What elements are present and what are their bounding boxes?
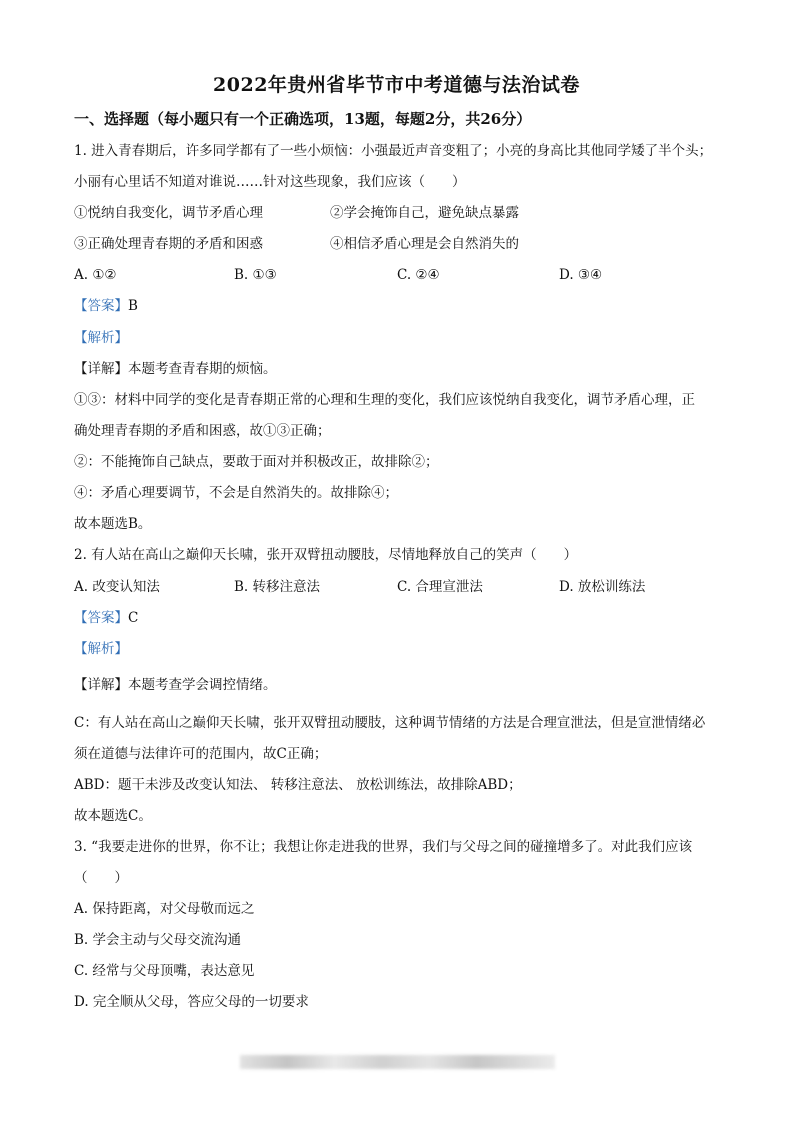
q2-analysis-tag: 【解析】 xyxy=(74,641,128,657)
answer-tag: 【答案】 xyxy=(74,298,128,314)
q1-option-c: C. ②④ xyxy=(397,267,440,283)
blurred-footer-watermark xyxy=(240,1055,555,1069)
answer-value: C xyxy=(128,610,139,626)
detail-text: 本题考查青春期的烦恼。 xyxy=(128,361,277,377)
q2-option-b: B. 转移注意法 xyxy=(234,579,321,595)
q2-detail xyxy=(74,675,277,695)
q2-explain-line3: ABD：题干未涉及改变认知法、 转移注意法、 放松训练法，故排除ABD； xyxy=(74,777,522,793)
q2-option-a: A. 改变认知法 xyxy=(74,579,160,595)
q2-stem: 2. 有人站在高山之巅仰天长啸，张开双臂扭动腰肢，尽情地释放自己的笑声（ ） xyxy=(74,547,578,563)
q1-explain-line2: 确处理青春期的矛盾和困惑，故①③正确； xyxy=(74,423,331,439)
q2-conclusion: 故本题选C。 xyxy=(74,808,152,824)
q1-stem-line2: 小丽有心里话不知道对谁说……针对这些现象，我们应该（ ） xyxy=(74,174,466,190)
q3-option-c: C. 经常与父母顶嘴，表达意见 xyxy=(74,963,255,979)
page-title: 2022年贵州省毕节市中考道德与法治试卷 xyxy=(213,74,580,96)
q1-option-b: B. ①③ xyxy=(234,267,277,283)
q1-explain-line4: ④：矛盾心理要调节，不会是自然消失的。故排除④； xyxy=(74,485,398,501)
q1-option-a: A. ①② xyxy=(74,267,117,283)
q3-stem-line2: （ ） xyxy=(74,870,128,886)
q2-answer xyxy=(74,608,138,628)
q3-option-a: A. 保持距离，对父母敬而远之 xyxy=(74,901,255,917)
q1-explain-line1: ①③：材料中同学的变化是青春期正常的心理和生理的变化，我们应该悦纳自我变化，调节矛盾心理，正 xyxy=(74,392,695,408)
q1-statement-1: ①悦纳自我变化，调节矛盾心理 xyxy=(74,205,263,221)
q3-option-b: B. 学会主动与父母交流沟通 xyxy=(74,932,242,948)
q2-explain-line1: C：有人站在高山之巅仰天长啸，张开双臂扭动腰肢，这种调节情绪的方法是合理宣泄法，但是宣泄情绪必 xyxy=(74,715,706,731)
q1-stem-line1: 1. 进入青春期后，许多同学都有了一些小烦恼：小强最近声音变粗了；小亮的身高比其他同学矮了半个头； xyxy=(74,143,713,159)
q1-statement-2: ②学会掩饰自己，避免缺点暴露 xyxy=(330,205,519,221)
q2-option-c: C. 合理宣泄法 xyxy=(397,579,483,595)
section-heading: 一、选择题（每小题只有一个正确选项，13题，每题2分，共26分） xyxy=(74,110,532,128)
q2-option-d: D. 放松训练法 xyxy=(559,579,646,595)
q1-detail xyxy=(74,359,277,379)
detail-text: 本题考查学会调控情绪。 xyxy=(128,677,277,693)
q1-answer xyxy=(74,296,138,316)
q1-explain-line3: ②：不能掩饰自己缺点，要敢于面对并积极改正，故排除②； xyxy=(74,454,439,470)
answer-tag: 【答案】 xyxy=(74,610,128,626)
q1-statement-4: ④相信矛盾心理是会自然消失的 xyxy=(330,236,519,252)
q1-analysis-tag: 【解析】 xyxy=(74,330,128,346)
answer-value: B xyxy=(128,298,138,314)
q1-statement-3: ③正确处理青春期的矛盾和困惑 xyxy=(74,236,263,252)
q2-explain-line2: 须在道德与法律许可的范围内，故C正确； xyxy=(74,746,328,762)
detail-tag: 【详解】 xyxy=(74,361,128,377)
q1-option-d: D. ③④ xyxy=(559,267,603,283)
detail-tag: 【详解】 xyxy=(74,677,128,693)
q3-option-d: D. 完全顺从父母，答应父母的一切要求 xyxy=(74,994,309,1010)
q3-stem-line1: 3. “我要走进你的世界，你不让；我想让你走进我的世界，我们与父母之间的碰撞增多了。对此我们应该 xyxy=(74,839,693,855)
q1-conclusion: 故本题选B。 xyxy=(74,516,152,532)
